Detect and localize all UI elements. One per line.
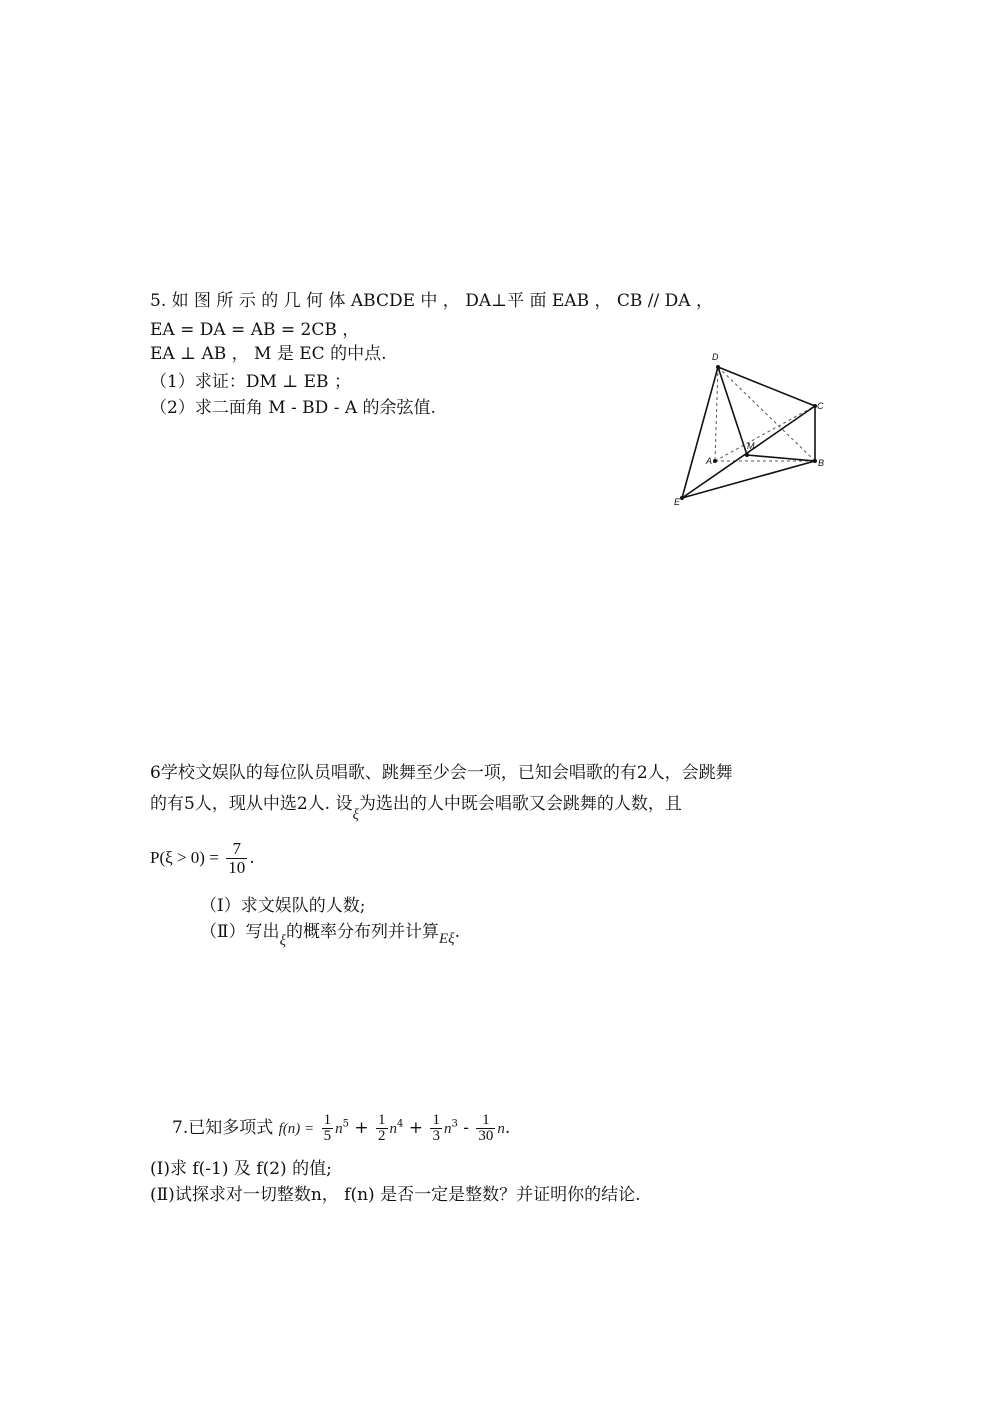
- label-m: M: [747, 441, 755, 451]
- prob-fraction: [226, 840, 247, 877]
- t4-num: 1: [476, 1113, 495, 1129]
- op-3: -: [463, 1118, 469, 1138]
- t3-var: n: [443, 1121, 452, 1137]
- label-b: B: [818, 458, 825, 468]
- t4-var: n: [497, 1121, 505, 1137]
- prob-den: 10: [228, 858, 246, 877]
- t3-num: 1: [432, 1112, 440, 1128]
- q6-part-2a: （Ⅱ）写出: [200, 922, 280, 942]
- t1-num: 1: [323, 1112, 332, 1128]
- label-e: E: [674, 497, 681, 507]
- q6-part-2b: 的概率分布列并计算: [286, 922, 439, 942]
- q6-prob: [150, 840, 255, 877]
- t2-den: 2: [378, 1128, 386, 1144]
- expectation: Eξ: [439, 931, 455, 947]
- q5-part-2: （2）求二面角 M - BD - A 的余弦值.: [150, 398, 436, 418]
- t1-exp: 5: [342, 1118, 349, 1130]
- q6-line-1: 6学校文娱队的每位队员唱歌、跳舞至少会一项，已知会唱歌的有2人，会跳舞: [150, 763, 733, 783]
- label-c: C: [817, 401, 824, 411]
- q5-line-1: 5. 如 图 所 示 的 几 何 体 ABCDE 中 ， DA⊥平 面 EAB ， CB // DA ，: [150, 291, 713, 311]
- prob-end: .: [249, 848, 255, 868]
- term-3-fraction: [430, 1113, 442, 1144]
- label-d: D: [712, 352, 719, 362]
- t3-exp: 3: [451, 1118, 458, 1130]
- xi-symbol: ξ: [352, 807, 359, 823]
- q7-end: .: [504, 1118, 511, 1138]
- q5-line-3: EA ⊥ AB ， M 是 EC 的中点.: [150, 344, 387, 364]
- prob-left: P(ξ > 0) =: [150, 848, 219, 867]
- t2-exp: 4: [397, 1118, 404, 1130]
- fn-label: f(n) =: [278, 1121, 315, 1137]
- q6-line-2: [150, 793, 682, 823]
- prob-num: 7: [226, 840, 247, 859]
- xi-symbol-2: ξ: [279, 933, 286, 949]
- op-2: +: [408, 1118, 424, 1138]
- q6-part-2d: .: [454, 922, 460, 942]
- q7-part-1: (Ⅰ)求 f(-1) 及 f(2) 的值;: [150, 1159, 332, 1179]
- q6-line-2b: 为选出的人中既会唱歌又会跳舞的人数，且: [358, 794, 682, 814]
- t1-var: n: [335, 1121, 343, 1137]
- q5-part-1: （1）求证：DM ⊥ EB ；: [150, 372, 351, 392]
- geometry-figure: [665, 345, 845, 515]
- label-a: A: [706, 456, 713, 466]
- t2-var: n: [389, 1121, 398, 1137]
- q6-line-2a: 的有5人，现从中选2人. 设: [150, 794, 353, 814]
- t3-den: 3: [432, 1128, 440, 1144]
- term-1-fraction: [322, 1113, 334, 1144]
- t4-den: 30: [478, 1128, 494, 1144]
- q6-part-1: （Ⅰ）求文娱队的人数;: [200, 896, 366, 916]
- q7-formula: [172, 1113, 510, 1144]
- t1-den: 5: [323, 1128, 332, 1144]
- q7-lead: 7.已知多项式: [172, 1118, 274, 1138]
- term-4-fraction: [476, 1113, 495, 1144]
- t2-num: 1: [378, 1112, 386, 1128]
- q6-part-2: [200, 921, 460, 949]
- op-1: +: [354, 1118, 369, 1138]
- q5-line-2: EA = DA = AB = 2CB ，: [150, 320, 360, 340]
- q7-part-2: (Ⅱ)试探求对一切整数n， f(n) 是否一定是整数？并证明你的结论.: [150, 1185, 641, 1205]
- term-2-fraction: [376, 1113, 388, 1144]
